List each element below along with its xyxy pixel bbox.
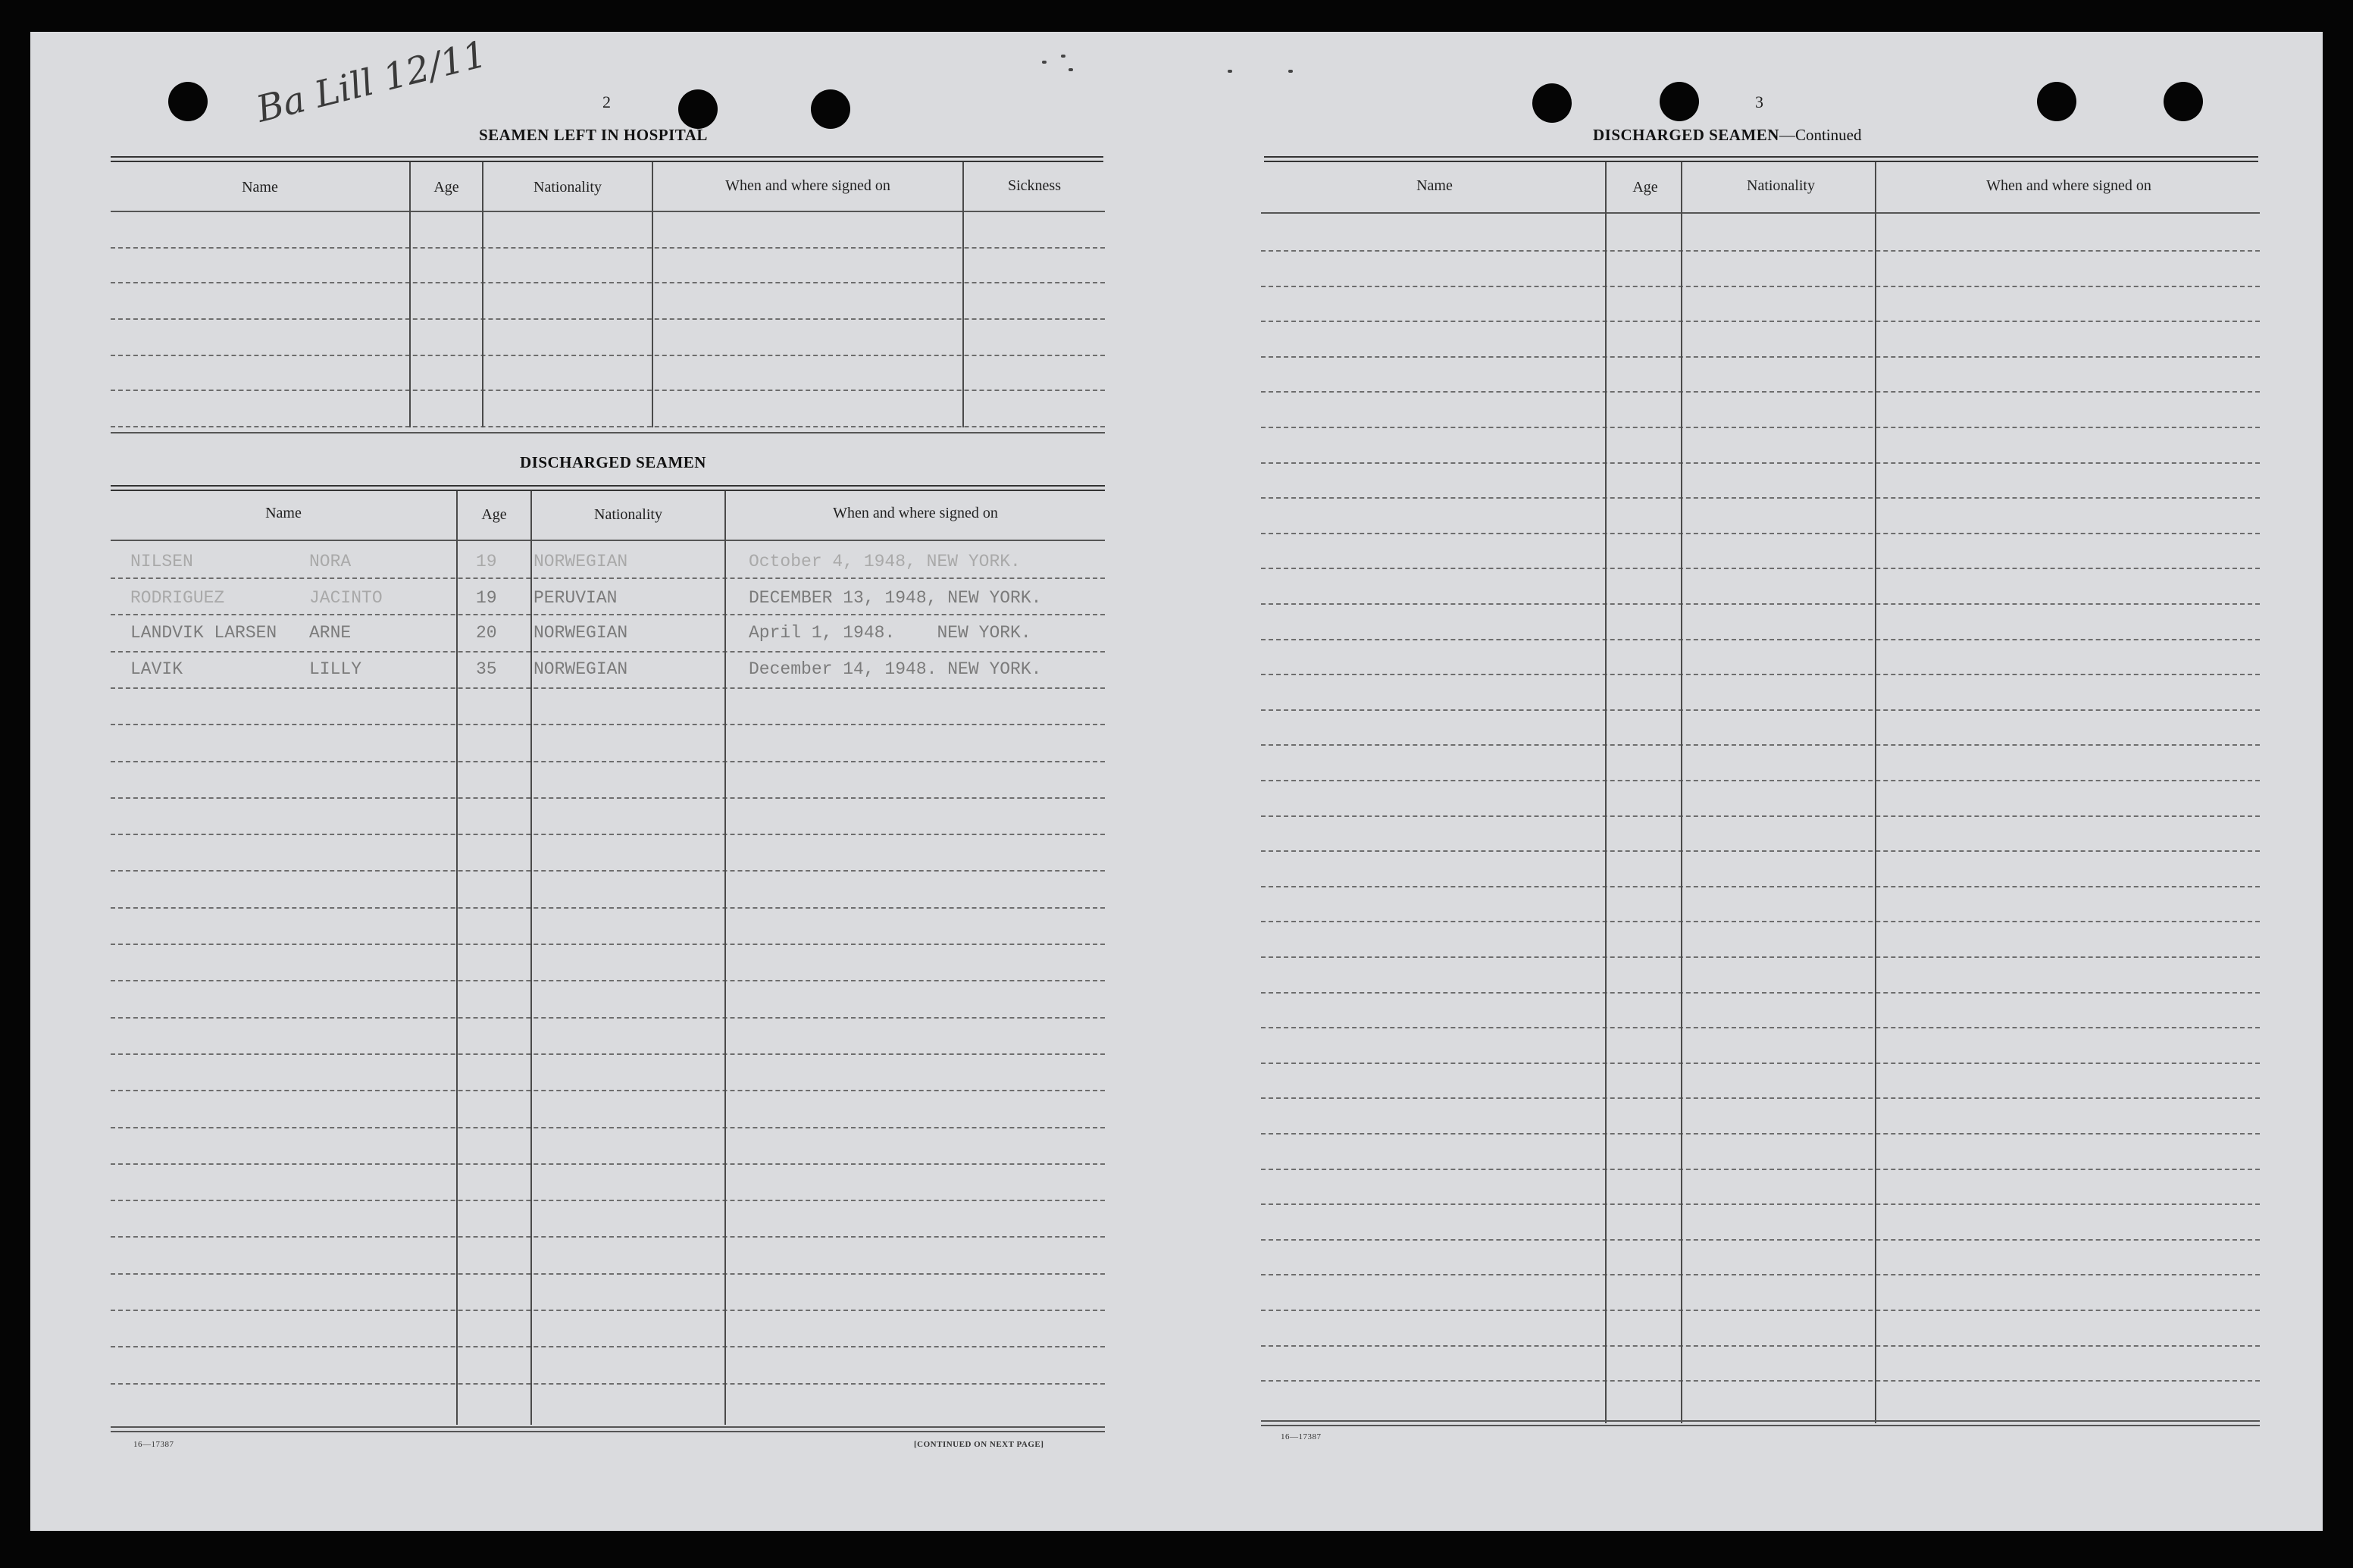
seaman-nationality: NORWEGIAN bbox=[533, 552, 628, 571]
table-end-rule bbox=[111, 1426, 1105, 1428]
seaman-given-name: ARNE bbox=[309, 623, 352, 643]
row-line bbox=[1261, 815, 2260, 817]
title-text: DISCHARGED SEAMEN bbox=[1593, 126, 1779, 144]
row-line bbox=[1261, 1239, 2260, 1241]
row-line bbox=[1261, 1027, 2260, 1028]
seaman-nationality: PERUVIAN bbox=[533, 588, 618, 608]
row-line bbox=[111, 907, 1105, 909]
header-underline bbox=[111, 540, 1105, 541]
handwritten-annotation: Ba Lill 12/11 bbox=[252, 33, 491, 131]
continued-col-nationality: Nationality bbox=[1747, 177, 1815, 194]
hospital-section-title: SEAMEN LEFT IN HOSPITAL bbox=[479, 126, 708, 144]
ink-speck bbox=[1228, 70, 1232, 73]
row-line bbox=[1261, 1133, 2260, 1135]
hospital-col-signed-on: When and where signed on bbox=[725, 177, 890, 194]
punch-hole bbox=[1660, 82, 1699, 121]
row-line bbox=[1261, 1345, 2260, 1347]
row-line bbox=[1261, 1380, 2260, 1382]
row-line bbox=[1261, 992, 2260, 994]
section-rule bbox=[111, 161, 1103, 162]
manifest-sheet bbox=[30, 32, 2323, 1531]
hospital-col-sickness: Sickness bbox=[1008, 177, 1061, 194]
column-divider bbox=[1875, 162, 1876, 1423]
continued-col-age: Age bbox=[1632, 179, 1658, 196]
seaman-surname: NILSEN bbox=[130, 552, 193, 571]
row-line bbox=[1261, 1097, 2260, 1099]
row-line bbox=[1261, 533, 2260, 534]
punch-hole bbox=[1532, 83, 1572, 123]
seaman-signed-on: DECEMBER 13, 1948, NEW YORK. bbox=[749, 588, 1042, 608]
seaman-signed-on: October 4, 1948, NEW YORK. bbox=[749, 552, 1021, 571]
row-line bbox=[111, 980, 1105, 981]
row-line bbox=[1261, 250, 2260, 252]
table-end-rule bbox=[111, 1431, 1105, 1432]
row-line bbox=[1261, 1063, 2260, 1064]
hospital-col-nationality: Nationality bbox=[533, 179, 602, 196]
form-number-left: 16—17387 bbox=[133, 1440, 174, 1449]
continued-note: [CONTINUED ON NEXT PAGE] bbox=[914, 1440, 1044, 1449]
row-line bbox=[1261, 1274, 2260, 1275]
discharged-col-name: Name bbox=[265, 505, 302, 521]
row-line bbox=[111, 1053, 1105, 1055]
row-line bbox=[111, 761, 1105, 762]
row-line bbox=[111, 1383, 1105, 1385]
seaman-given-name: LILLY bbox=[309, 659, 362, 679]
section-end-rule bbox=[111, 432, 1105, 433]
column-divider bbox=[1681, 162, 1682, 1423]
column-divider bbox=[482, 162, 483, 427]
punch-hole bbox=[2037, 82, 2076, 121]
discharged-section-title: DISCHARGED SEAMEN bbox=[520, 453, 706, 471]
row-line bbox=[111, 426, 1105, 427]
row-line bbox=[111, 724, 1105, 725]
row-line bbox=[111, 1346, 1105, 1347]
column-divider bbox=[652, 162, 653, 427]
continued-col-name: Name bbox=[1416, 177, 1453, 194]
row-line bbox=[111, 870, 1105, 872]
seaman-surname: LANDVIK LARSEN bbox=[130, 623, 277, 643]
seaman-age: 19 bbox=[476, 588, 497, 608]
column-divider bbox=[456, 491, 458, 1425]
seaman-nationality: NORWEGIAN bbox=[533, 623, 628, 643]
row-line bbox=[1261, 462, 2260, 464]
row-line bbox=[111, 1163, 1105, 1165]
row-line bbox=[111, 318, 1105, 320]
row-line bbox=[111, 834, 1105, 835]
row-line bbox=[1261, 639, 2260, 640]
discharged-col-age: Age bbox=[481, 506, 507, 523]
row-line bbox=[1261, 497, 2260, 499]
row-line bbox=[1261, 709, 2260, 711]
hospital-col-age: Age bbox=[433, 179, 459, 196]
seaman-age: 20 bbox=[476, 623, 497, 643]
row-line bbox=[1261, 850, 2260, 852]
section-rule bbox=[1264, 156, 2258, 158]
row-line bbox=[1261, 674, 2260, 675]
punch-hole bbox=[678, 89, 718, 129]
row-line bbox=[111, 614, 1105, 615]
row-line bbox=[1261, 427, 2260, 428]
row-line bbox=[1261, 1169, 2260, 1170]
form-number-right: 16—17387 bbox=[1281, 1432, 1322, 1441]
row-line bbox=[1261, 886, 2260, 887]
row-line bbox=[1261, 568, 2260, 569]
column-divider bbox=[409, 162, 411, 427]
section-rule bbox=[1264, 161, 2258, 162]
discharged-col-signed-on: When and where signed on bbox=[833, 505, 998, 521]
row-line bbox=[111, 577, 1105, 579]
punch-hole bbox=[811, 89, 850, 129]
discharged-col-nationality: Nationality bbox=[594, 506, 662, 523]
seaman-nationality: NORWEGIAN bbox=[533, 659, 628, 679]
header-underline bbox=[1261, 212, 2260, 214]
row-line bbox=[111, 355, 1105, 356]
row-line bbox=[1261, 956, 2260, 958]
seaman-surname: LAVIK bbox=[130, 659, 183, 679]
row-line bbox=[111, 282, 1105, 283]
row-line bbox=[1261, 780, 2260, 781]
page-number-left: 2 bbox=[602, 92, 611, 111]
row-line bbox=[111, 1090, 1105, 1091]
discharged-continued-title bbox=[1593, 126, 1861, 145]
column-divider bbox=[1605, 162, 1607, 1423]
row-line bbox=[111, 1273, 1105, 1275]
continued-col-signed-on: When and where signed on bbox=[1986, 177, 2151, 194]
row-line bbox=[111, 1127, 1105, 1128]
ink-speck bbox=[1042, 61, 1047, 64]
ink-speck bbox=[1061, 55, 1065, 58]
title-suffix: —Continued bbox=[1779, 126, 1862, 144]
column-divider bbox=[724, 491, 726, 1425]
section-rule bbox=[111, 485, 1105, 487]
row-line bbox=[111, 797, 1105, 799]
table-end-rule bbox=[1261, 1420, 2260, 1422]
row-line bbox=[1261, 286, 2260, 287]
row-line bbox=[1261, 321, 2260, 322]
seaman-age: 35 bbox=[476, 659, 497, 679]
row-line bbox=[111, 944, 1105, 945]
row-line bbox=[111, 390, 1105, 391]
section-rule bbox=[111, 490, 1105, 491]
row-line bbox=[1261, 1203, 2260, 1205]
row-line bbox=[1261, 356, 2260, 358]
column-divider bbox=[962, 162, 964, 427]
column-divider bbox=[530, 491, 532, 1425]
seaman-signed-on: December 14, 1948. NEW YORK. bbox=[749, 659, 1042, 679]
row-line bbox=[1261, 603, 2260, 605]
row-line bbox=[111, 1017, 1105, 1019]
row-line bbox=[111, 651, 1105, 653]
section-rule bbox=[111, 156, 1103, 158]
ink-speck bbox=[1069, 68, 1073, 71]
row-line bbox=[111, 1236, 1105, 1238]
seaman-age: 19 bbox=[476, 552, 497, 571]
punch-hole bbox=[2164, 82, 2203, 121]
header-underline bbox=[111, 211, 1105, 212]
seaman-signed-on: April 1, 1948. NEW YORK. bbox=[749, 623, 1031, 643]
seaman-given-name: NORA bbox=[309, 552, 352, 571]
page-number-right: 3 bbox=[1755, 92, 1763, 111]
seaman-surname: RODRIGUEZ bbox=[130, 588, 225, 608]
row-line bbox=[1261, 391, 2260, 393]
hospital-col-name: Name bbox=[242, 179, 278, 196]
row-line bbox=[1261, 921, 2260, 922]
row-line bbox=[111, 1200, 1105, 1201]
row-line bbox=[111, 687, 1105, 689]
ink-speck bbox=[1288, 70, 1293, 73]
row-line bbox=[111, 247, 1105, 249]
punch-hole bbox=[168, 82, 208, 121]
row-line bbox=[111, 1310, 1105, 1311]
row-line bbox=[1261, 1310, 2260, 1311]
seaman-given-name: JACINTO bbox=[309, 588, 383, 608]
row-line bbox=[1261, 744, 2260, 746]
table-end-rule bbox=[1261, 1425, 2260, 1426]
